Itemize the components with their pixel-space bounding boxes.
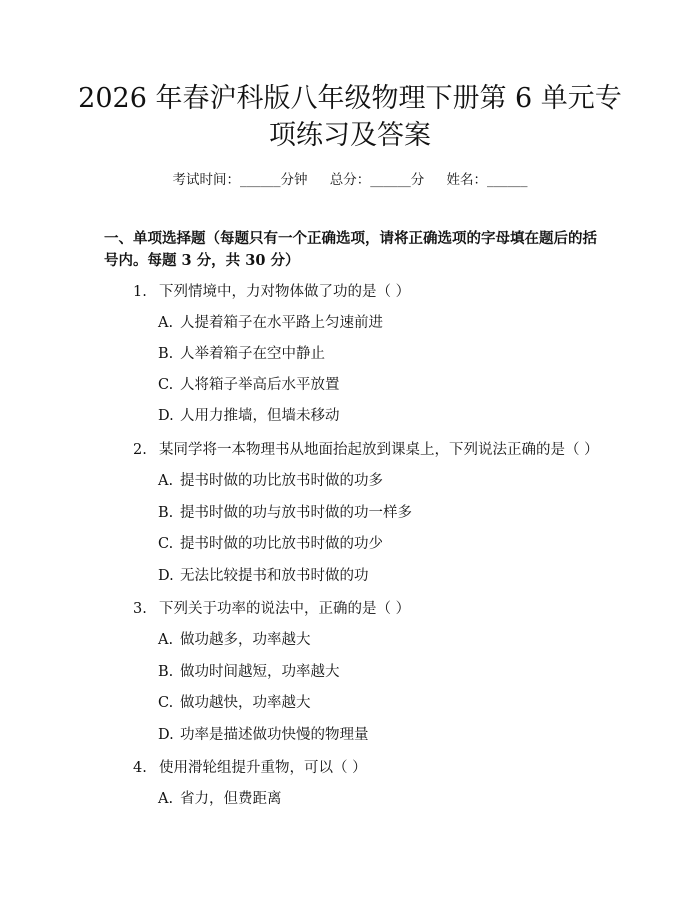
question-number: 3. (133, 601, 147, 617)
option-letter: A. (158, 315, 174, 331)
section-heading: 一、单项选择题（每题只有一个正确选项，请将正确选项的字母填在题后的括号内。每题 3 分，共 30 分） (104, 230, 597, 269)
option-text: 做功时间越短，功率越大 (180, 664, 340, 680)
option-text: 做功越多，功率越大 (180, 632, 311, 648)
exam-meta (0, 168, 700, 188)
option-text: 人用力推墙，但墙未移动 (180, 408, 340, 424)
question-text: 使用滑轮组提升重物，可以（ ） (159, 760, 367, 776)
question-number: 4. (133, 760, 147, 776)
option-letter: D. (158, 568, 174, 584)
option-text: 省力，但费距离 (180, 791, 282, 807)
option-letter: A. (158, 473, 174, 489)
option-text: 提书时做的功比放书时做的功多 (180, 473, 383, 489)
option-text: 提书时做的功比放书时做的功少 (180, 536, 383, 552)
student-name-field: 姓名：______ (446, 172, 528, 188)
option-letter: C. (158, 377, 174, 393)
question-3-option-a (158, 630, 311, 650)
option-text: 人举着箱子在空中静止 (180, 346, 325, 362)
question-1-option-d (158, 406, 340, 426)
question-3-option-d (158, 725, 369, 745)
option-text: 无法比较提书和放书时做的功 (180, 568, 369, 584)
page-title-line1: 2026 年春沪科版八年级物理下册第 6 单元专 (78, 83, 622, 114)
question-1-option-a (158, 313, 383, 333)
question-number: 2. (133, 442, 147, 458)
option-letter: D. (158, 408, 174, 424)
question-3 (133, 599, 410, 619)
question-4 (133, 758, 367, 778)
question-text: 某同学将一本物理书从地面抬起放到课桌上，下列说法正确的是（ ） (159, 442, 599, 458)
total-score-field: 总分：______分 (329, 172, 425, 188)
question-4-option-a (158, 789, 282, 809)
option-letter: C. (158, 695, 174, 711)
option-letter: B. (158, 505, 174, 521)
question-2-option-c (158, 534, 383, 554)
question-1-option-b (158, 344, 325, 364)
question-number: 1. (133, 284, 147, 300)
option-text: 人将箱子举高后水平放置 (180, 377, 340, 393)
page-title-line2: 项练习及答案 (269, 120, 431, 151)
question-2-option-b (158, 503, 412, 523)
option-letter: B. (158, 664, 174, 680)
question-3-option-b (158, 662, 340, 682)
option-text: 功率是描述做功快慢的物理量 (180, 727, 369, 743)
question-text: 下列情境中，力对物体做了功的是（ ） (159, 284, 411, 300)
exam-time-field: 考试时间：______分钟 (172, 172, 308, 188)
option-text: 做功越快，功率越大 (180, 695, 311, 711)
question-text: 下列关于功率的说法中，正确的是（ ） (159, 601, 411, 617)
option-letter: C. (158, 536, 174, 552)
option-letter: A. (158, 632, 174, 648)
option-letter: D. (158, 727, 174, 743)
question-1 (133, 282, 410, 302)
question-2 (133, 440, 599, 460)
option-letter: A. (158, 791, 174, 807)
question-3-option-c (158, 693, 311, 713)
option-text: 提书时做的功与放书时做的功一样多 (180, 505, 412, 521)
option-text: 人提着箱子在水平路上匀速前进 (180, 315, 383, 331)
option-letter: B. (158, 346, 174, 362)
question-2-option-a (158, 471, 383, 491)
question-1-option-c (158, 375, 340, 395)
question-2-option-d (158, 566, 369, 586)
